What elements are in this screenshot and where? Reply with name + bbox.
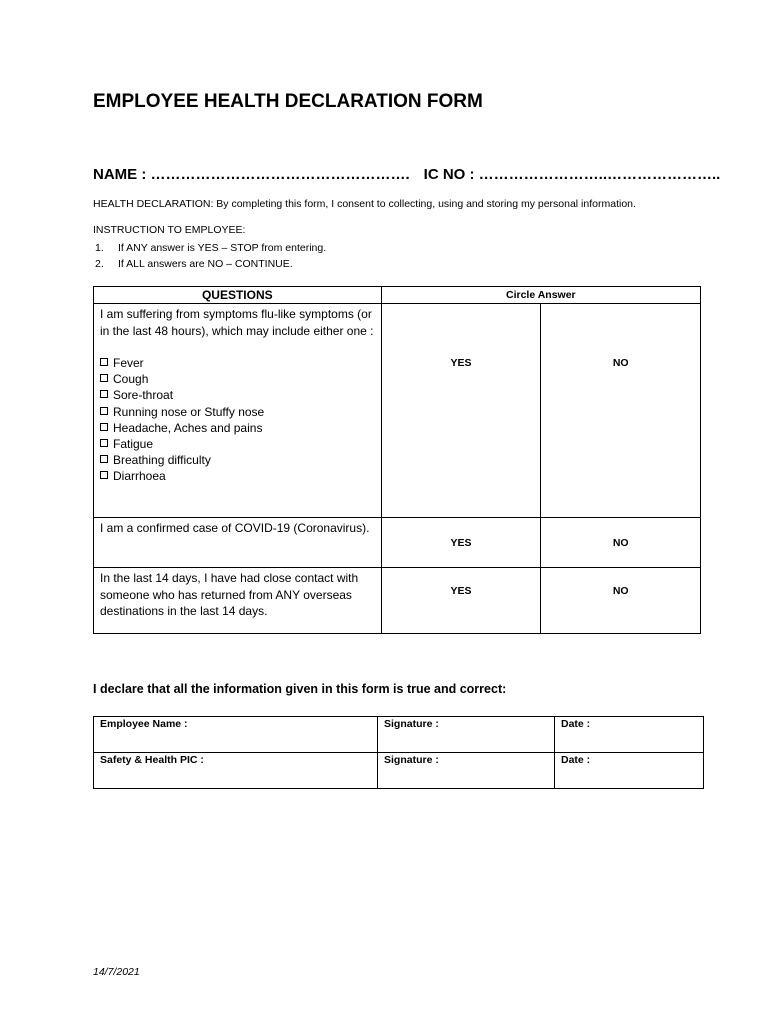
instruction-item: 1. If ANY answer is YES – STOP from entering. xyxy=(95,242,327,254)
checkbox-icon xyxy=(100,374,108,382)
name-ic-line xyxy=(93,166,720,183)
pic-signature-field[interactable]: Signature : xyxy=(378,753,555,789)
signature-row-employee xyxy=(94,717,704,753)
question-text: I am suffering from symptoms flu-like symptoms (or in the last 48 hours), which may include either one : xyxy=(100,307,374,338)
symptom-item: Diarrhoea xyxy=(100,468,375,484)
checkbox-icon xyxy=(100,358,108,366)
question-cell xyxy=(94,518,382,568)
symptom-item: Breathing difficulty xyxy=(100,452,375,468)
symptom-item: Running nose or Stuffy nose xyxy=(100,404,375,420)
question-cell xyxy=(94,304,382,518)
checkbox-icon xyxy=(100,471,108,479)
questions-table xyxy=(93,286,701,634)
checkbox-icon xyxy=(100,455,108,463)
checkbox-icon xyxy=(100,390,108,398)
symptom-item: Sore-throat xyxy=(100,387,375,403)
answer-no[interactable]: NO xyxy=(541,304,701,518)
employee-signature-field[interactable]: Signature : xyxy=(378,717,555,753)
ic-field-label: IC NO : ……………………..………………….. xyxy=(423,166,721,183)
symptom-item: Fatigue xyxy=(100,436,375,452)
signature-row-pic xyxy=(94,753,704,789)
signature-table xyxy=(93,716,704,789)
symptom-item: Fever xyxy=(100,355,375,371)
question-text: In the last 14 days, I have had close contact with someone who has returned from ANY overseas destinations in the last 14 days. xyxy=(100,571,359,618)
answer-yes[interactable]: YES xyxy=(381,518,541,568)
page-title: EMPLOYEE HEALTH DECLARATION FORM xyxy=(93,91,483,112)
footer-date: 14/7/2021 xyxy=(93,966,140,978)
question-row-covid xyxy=(94,518,701,568)
instruction-item: 2. If ALL answers are NO – CONTINUE. xyxy=(95,258,293,270)
instruction-list xyxy=(95,240,326,272)
answer-no[interactable]: NO xyxy=(541,518,701,568)
symptom-item: Cough xyxy=(100,371,375,387)
employee-name-field[interactable]: Employee Name : xyxy=(94,717,378,753)
checkbox-icon xyxy=(100,423,108,431)
question-cell xyxy=(94,568,382,634)
symptom-item: Headache, Aches and pains xyxy=(100,420,375,436)
pic-name-field[interactable]: Safety & Health PIC : xyxy=(94,753,378,789)
symptom-list xyxy=(100,355,375,485)
checkbox-icon xyxy=(100,407,108,415)
answer-yes[interactable]: YES xyxy=(381,568,541,634)
question-row-symptoms xyxy=(94,304,701,518)
checkbox-icon xyxy=(100,439,108,447)
name-field-label: NAME : ……………………………………………. xyxy=(93,166,410,183)
questions-header-row xyxy=(94,287,701,304)
declaration-statement: I declare that all the information given in this form is true and correct: xyxy=(93,682,507,696)
questions-header: QUESTIONS xyxy=(94,287,382,304)
answer-no[interactable]: NO xyxy=(541,568,701,634)
pic-date-field[interactable]: Date : xyxy=(555,753,704,789)
instruction-title: INSTRUCTION TO EMPLOYEE: xyxy=(93,224,246,236)
answer-yes[interactable]: YES xyxy=(381,304,541,518)
question-text: I am a confirmed case of COVID-19 (Coronavirus). xyxy=(100,521,370,535)
employee-date-field[interactable]: Date : xyxy=(555,717,704,753)
circle-answer-header: Circle Answer xyxy=(381,287,700,304)
question-row-contact xyxy=(94,568,701,634)
health-declaration-text: HEALTH DECLARATION: By completing this form, I consent to collecting, using and storing my personal information. xyxy=(93,198,636,210)
